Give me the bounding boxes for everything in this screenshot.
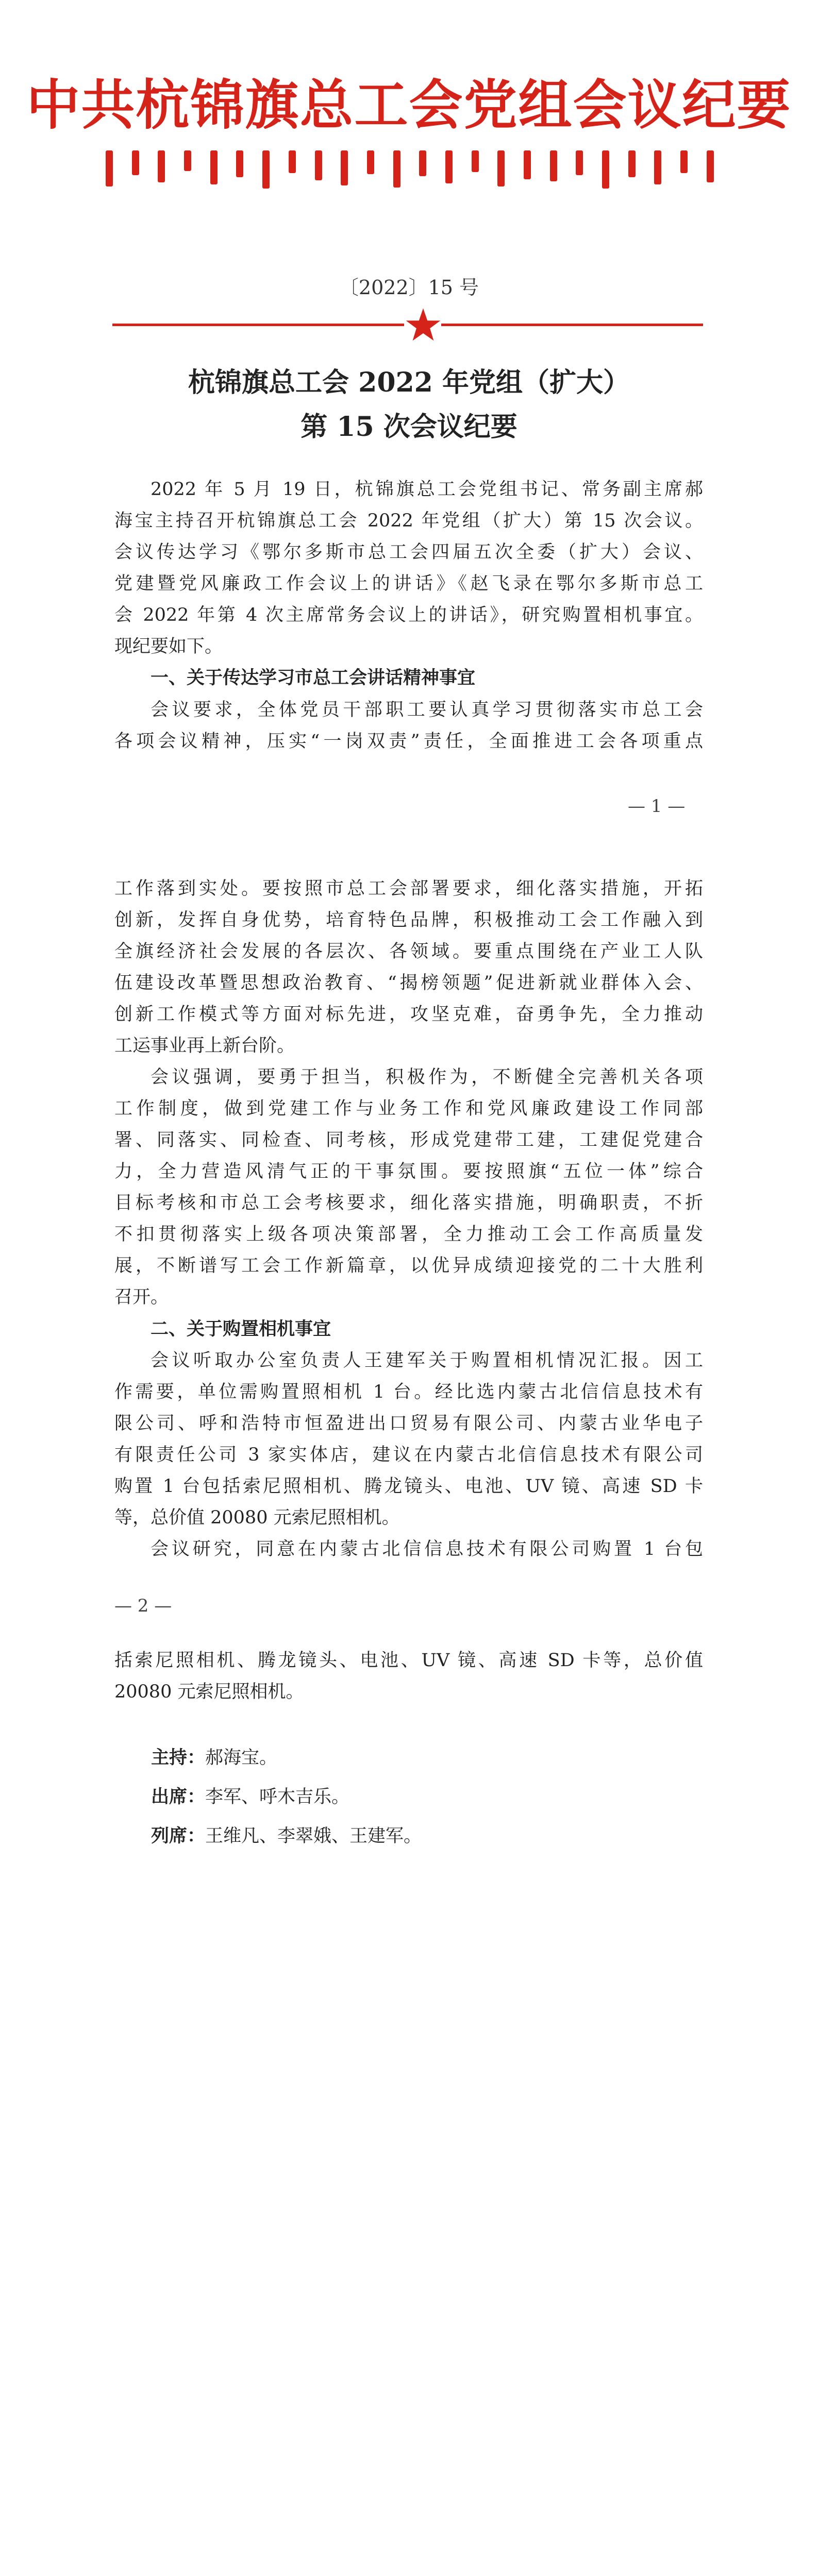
script-stroke [393,150,400,188]
text-line: 展，不断谱写工会工作新篇章，以优异成绩迎接党的二十大胜利 [114,1256,703,1276]
section1-paragraph2 [114,1062,703,1313]
section-heading-2: 二、关于购置相机事宜 [151,1319,331,1340]
host-label: 主持： [151,1748,206,1768]
document-title-line1: 杭锦旗总工会 2022 年党组（扩大） [188,367,630,398]
text-line: 工作制度，做到党建工作与业务工作和党风廉政建设工作同部 [114,1098,703,1119]
script-stroke [132,150,139,175]
text-line: 等，总价值 20080 元索尼照相机。 [114,1507,400,1528]
text-line: 会议要求，全体党员干部职工要认真学习贯彻落实市总工会 [151,700,703,720]
text-line: 创新工作模式等方面对标先进，攻坚克难，奋勇争先，全力推动 [114,1004,703,1025]
script-stroke [158,150,165,182]
text-line: 20080 元索尼照相机。 [114,1682,304,1702]
observer-names: 王维凡、李翠娥、王建军。 [205,1826,422,1846]
text-line: 会议传达学习《鄂尔多斯市总工会四届五次全委（扩大）会议、 [114,542,703,563]
text-line: 括索尼照相机、腾龙镜头、电池、UV 镜、高速 SD 卡等，总价值 [114,1650,703,1671]
script-stroke [602,150,609,189]
script-stroke [654,150,661,184]
present-names: 李军、呼木吉乐。 [205,1787,350,1807]
script-stroke [367,150,374,174]
script-stroke [472,150,479,172]
text-line: 工运事业再上新台阶。 [114,1036,295,1056]
host-name: 郝海宝。 [205,1748,278,1768]
attendance-present [151,1783,349,1808]
text-line: 会议听取办公室负责人王建军关于购置相机情况汇报。因工 [151,1350,703,1371]
script-stroke [289,150,296,173]
text-line: 伍建设改革暨思想政治教育、“揭榜领题”促进新就业群体入会、 [114,973,703,993]
text-line: 力，全力营造风清气正的干事氛围。要按照旗“五位一体”综合 [114,1161,703,1182]
document-number: 〔2022〕15 号 [339,276,479,299]
script-stroke [184,150,191,171]
text-line: 党建暨党风廉政工作会议上的讲话》《赵飞录在鄂尔多斯市总工 [114,573,703,594]
section2-paragraph2-part1 [114,1534,703,1565]
page-number-1: — 1 — [628,796,686,817]
text-line: 各项会议精神，压实“一岗双责”责任，全面推进工会各项重点 [114,731,703,752]
text-line: 创新，发挥自身优势，培育特色品牌，积极推动工会工作融入到 [114,910,703,930]
script-stroke [236,150,243,177]
attendance-observers [151,1822,422,1848]
section2-paragraph2-part2 [114,1645,703,1708]
masthead-title: 中共杭锦旗总工会党组会议纪要 [26,74,792,137]
red-divider-left [112,324,404,326]
script-stroke [262,150,270,189]
text-line: 海宝主持召开杭锦旗总工会 2022 年党组（扩大）第 15 次会议。 [114,511,703,531]
script-stroke [210,150,218,184]
text-line: 会 2022 年第 4 次主席常务会议上的讲话》，研究购置相机事宜。 [114,605,703,625]
text-line: 现纪要如下。 [114,636,223,657]
intro-paragraph [114,474,703,663]
section1-paragraph1-part1 [114,694,703,757]
script-stroke [707,150,714,182]
text-line: 目标考核和市总工会考核要求，细化落实措施，明确职责，不折 [114,1193,703,1213]
script-stroke [106,150,113,187]
text-line: 全旗经济社会发展的各层次、各领域。要重点围绕在产业工人队 [114,941,703,962]
red-star-icon [405,308,441,342]
text-line: 会议强调，要勇于担当，积极作为，不断健全完善机关各项 [151,1067,703,1088]
attendance-host [151,1743,277,1769]
observer-label: 列席： [151,1826,206,1846]
script-stroke [341,150,348,185]
document-title-line2: 第 15 次会议纪要 [301,411,517,443]
page-number-2: — 2 — [114,1596,172,1616]
text-line: 署、同落实、同检查、同考核，形成党建带工建，工建促党建合 [114,1130,703,1150]
text-line: 不扣贯彻落实上级各项决策部署，全力推动工会工作高质量发 [114,1224,703,1245]
script-stroke [576,150,583,175]
script-stroke [524,150,531,179]
text-line: 2022 年 5 月 19 日，杭锦旗总工会党组书记、常务副主席郝 [151,479,703,500]
script-stroke [419,150,426,176]
text-line: 限公司、呼和浩特市恒盈进出口贸易有限公司、内蒙古业华电子 [114,1413,703,1434]
text-line: 工作落到实处。要按照市总工会部署要求，细化落实措施，开拓 [114,878,703,899]
script-stroke [497,150,505,187]
text-line: 会议研究，同意在内蒙古北信信息技术有限公司购置 1 台包 [151,1539,703,1560]
text-line: 有限责任公司 3 家实体店，建议在内蒙古北信信息技术有限公司 [114,1445,703,1465]
script-stroke [628,150,636,177]
red-divider-right [441,324,703,326]
script-stroke [550,150,557,181]
text-line: 购置 1 台包括索尼照相机、腾龙镜头、电池、UV 镜、高速 SD 卡 [114,1476,703,1497]
text-line: 作需要，单位需购置照相机 1 台。经比选内蒙古北信信息技术有 [114,1382,703,1402]
script-stroke [315,150,322,180]
text-line: 召开。 [114,1287,169,1308]
script-stroke [680,150,688,173]
present-label: 出席： [151,1787,206,1807]
section2-paragraph1 [114,1345,703,1534]
section1-paragraph1-part2 [114,873,703,1062]
script-stroke [445,150,453,183]
mongolian-script-decoration [106,150,714,191]
section-heading-1: 一、关于传达学习市总工会讲话精神事宜 [151,668,476,688]
